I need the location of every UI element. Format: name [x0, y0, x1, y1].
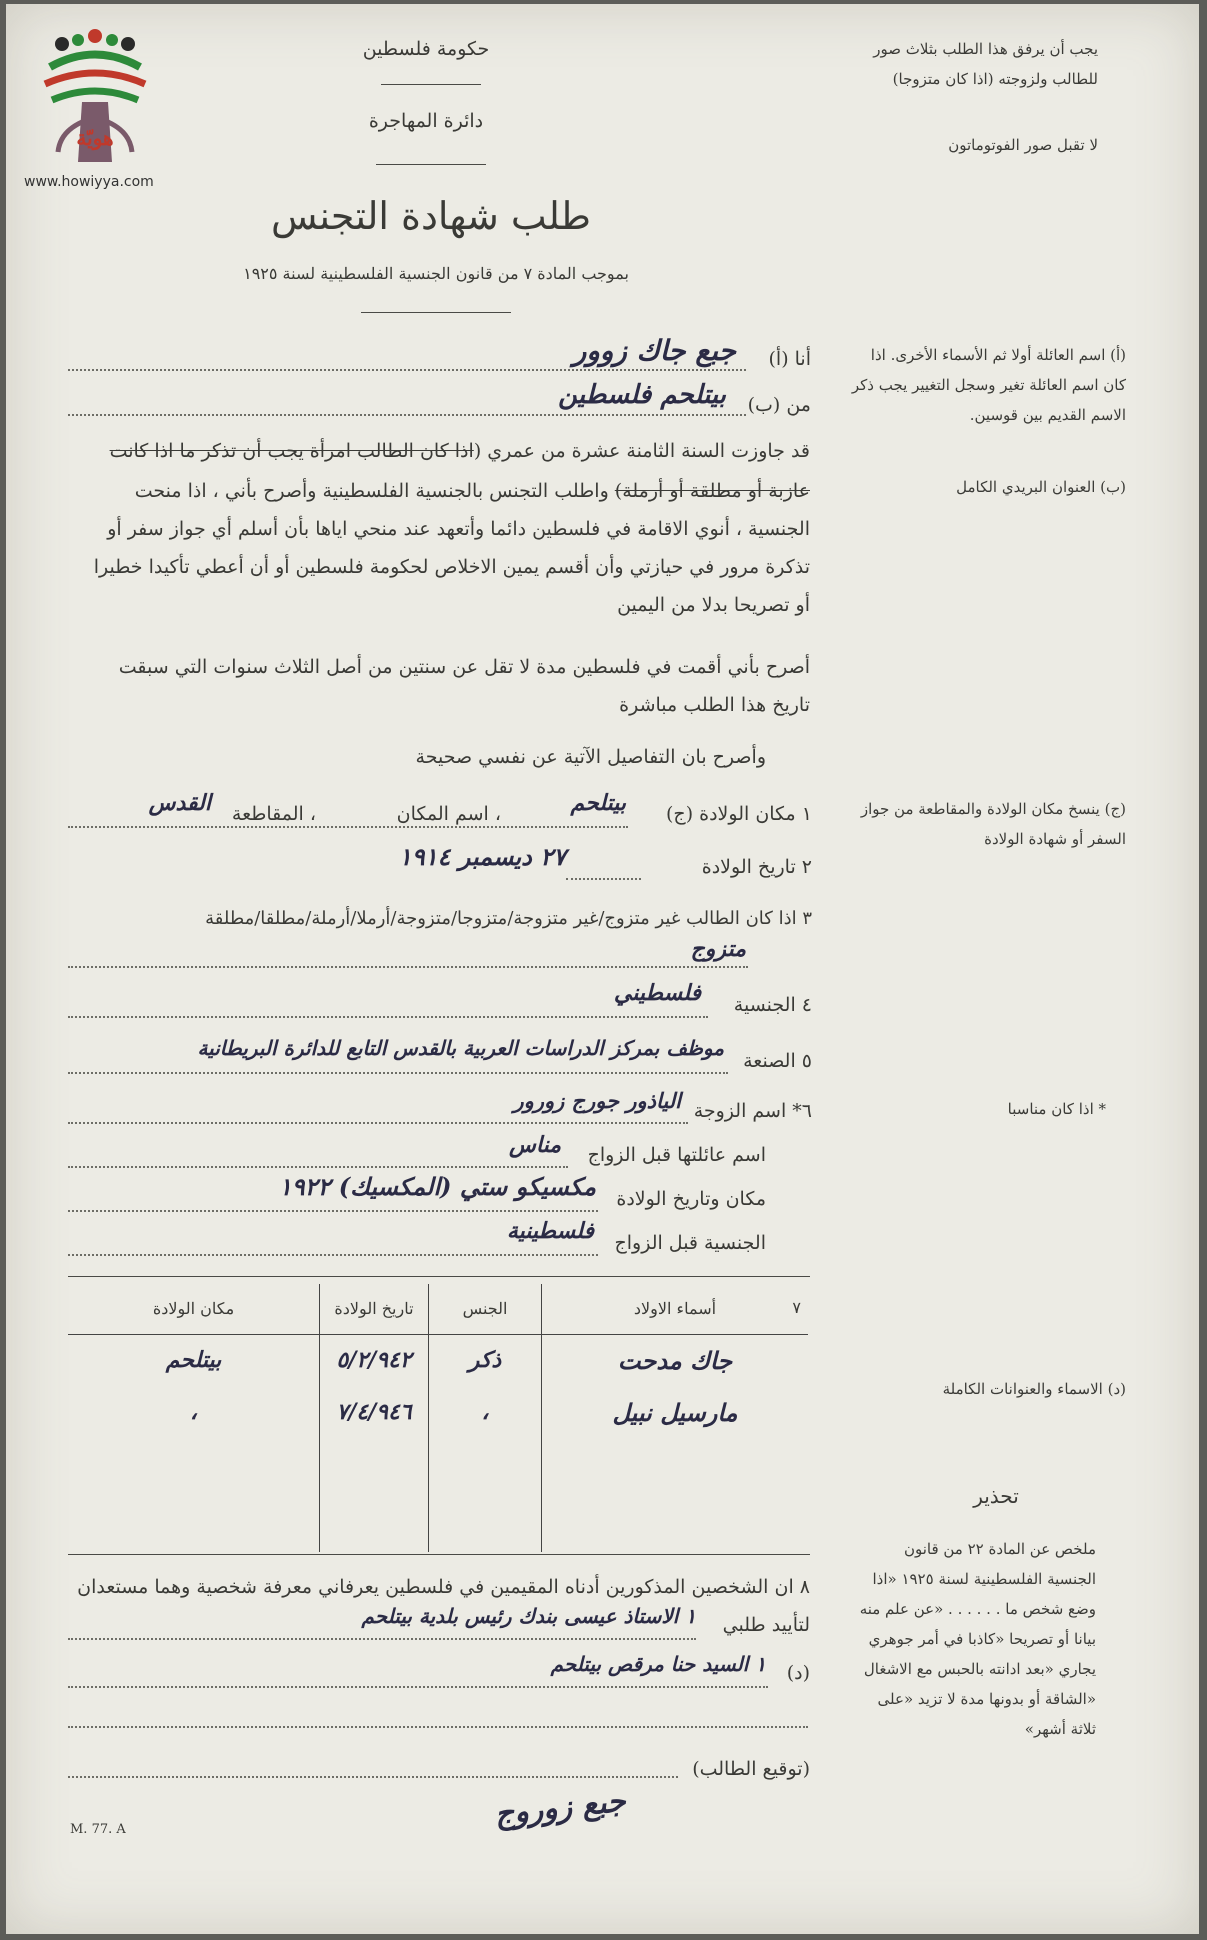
nationality-label: ٤ الجنسية [733, 994, 812, 1016]
trade-value: موظف بمركز الدراسات العربية بالقدس التابع للدائرة البريطانية [197, 1036, 724, 1060]
children-table [68, 1284, 808, 1552]
logo-caption: هويّة [76, 126, 114, 150]
maiden-name-label: اسم عائلتها قبل الزواج [587, 1144, 766, 1166]
title-rule [361, 312, 511, 313]
i-am-label: أنا (أ) [768, 348, 811, 370]
photos-note: يجب أن يرفق هذا الطلب بثلاث صور للطالب ولزوجته (اذا كان متزوجا) [873, 40, 1098, 88]
note-d: (د) الاسماء والعنوانات الكاملة [942, 1380, 1126, 1398]
declaration-line-1 [58, 436, 810, 466]
declaration-line-4: تذكرة مرور في حيازتي وأن أقسم يمين الاخلاص لحكومة فلسطين أو أن أعطي تأكيدا خطيرا [93, 556, 810, 578]
declaration-text-1: قد جاوزت السنة الثامنة عشرة من عمري ( [473, 440, 810, 462]
wife-value: الياذور جورج زورور [513, 1088, 681, 1113]
table-row [68, 1386, 808, 1438]
birthplace-value: بيتلحم [570, 790, 626, 816]
wife-nationality-value: فلسطينية [506, 1218, 594, 1244]
declaration-struck-2: عازبة أو مطلقة أو أرملة) [614, 480, 810, 502]
table-top-rule [68, 1276, 810, 1277]
nationality-line [68, 1016, 708, 1018]
child-sex: ، [429, 1386, 542, 1438]
district-label: ، المقاطعة [231, 803, 316, 825]
residence-line-2: تاريخ هذا الطلب مباشرة [619, 694, 810, 716]
header-divider [381, 84, 481, 85]
child-birthplace: ، [68, 1386, 320, 1438]
from-label: من (ب) [747, 394, 811, 416]
note-c: (ج) ينسخ مكان الولادة والمقاطعة من جواز السفر أو شهادة الولادة [860, 800, 1126, 848]
applicant-signature: جبع زوروج [493, 1783, 628, 1833]
birthdate-value: ٢٧ ديسمبر ١٩١٤ [398, 842, 566, 871]
warning-text: ملخص عن المادة ٢٢ من قانون الجنسية الفلسطينية لسنة ١٩٢٥ «اذا وضع شخص ما . . . . . . «عن علم منه بيانا أو تصريحا «كاذبا في أمر جوهري يجاري «بعد ادانته بالحبس مع الاشغال «الشاقة أو بدونها مدة لا تزيد «على ثلاثة أشهر» [859, 1540, 1096, 1738]
district-value: القدس [148, 790, 211, 816]
trade-label: ٥ الصنعة [743, 1050, 812, 1072]
birthplace-label: ١ مكان الولادة (ج) [666, 803, 812, 825]
birthdate-line [566, 878, 641, 880]
note-a: (أ) اسم العائلة أولا ثم الأسماء الأخرى. اذا كان اسم العائلة تغير وسجل التغيير يجب ذكر الاسم القديم بين قوسين. [851, 346, 1126, 424]
maiden-name-line [68, 1166, 568, 1168]
child-birthdate: ٥/٢/٩٤٢ [320, 1334, 429, 1386]
from-line [68, 414, 746, 416]
maiden-name-value: مناس [509, 1132, 561, 1158]
declaration-text-2: واطلب التجنس بالجنسية الفلسطينية وأصرح بأني ، اذا منحت [134, 480, 615, 502]
no-photomaton-note: لا تقبل صور الفوتوماتون [948, 136, 1098, 154]
page-subtitle: بموجب المادة ٧ من قانون الجنسية الفلسطينية لسنة ١٩٢٥ [243, 264, 629, 283]
table-header-row [68, 1284, 808, 1334]
from-value: بيتلحم فلسطين [558, 380, 726, 410]
wife-nationality-line [68, 1254, 598, 1256]
referee-1-line [68, 1638, 696, 1640]
warning-title: تحذير [973, 1484, 1019, 1508]
referee-3-line [68, 1726, 808, 1728]
logo [20, 22, 170, 197]
department-name: دائرة المهاجرة [368, 110, 484, 132]
residence-line-1: أصرح بأني أقمت في فلسطين مدة لا تقل عن سنتين من أصل الثلاث سنوات التي سبقت [118, 656, 810, 678]
i-am-value: جبع جاك زوور [572, 334, 736, 367]
government-name: حكومة فلسطين [362, 38, 490, 60]
children-table-number: ٧ [792, 1298, 801, 1317]
place-name-label: ، اسم المكان [396, 803, 501, 825]
i-am-line [68, 369, 746, 371]
child-sex: ذكر [429, 1334, 542, 1386]
birthdate-label: ٢ تاريخ الولادة [701, 856, 812, 878]
nationality-value: فلسطيني [613, 980, 701, 1006]
document-sheet [6, 4, 1199, 1934]
child-name: مارسيل نبيل [542, 1386, 809, 1438]
col-sex: الجنس [429, 1284, 542, 1334]
status-label: ٣ اذا كان الطالب غير متزوج/غير متزوجة/متزوجا/متزوجة/أرملا/أرملة/مطلقا/مطلقة [205, 908, 812, 929]
child-birthplace: بيتلحم [68, 1334, 320, 1386]
wife-label: ٦* اسم الزوجة [693, 1100, 812, 1122]
status-line [68, 966, 748, 968]
referees-line-2: لتأييد طلبي [722, 1614, 810, 1636]
page-title: طلب شهادة التجنس [270, 194, 592, 238]
declaration-struck-1: اذا كان الطالب امرأة يجب أن تذكر ما اذا كانت [109, 440, 474, 462]
logo-url: www.howiyya.com [24, 174, 154, 190]
wife-line [68, 1122, 688, 1124]
wife-birth-line [68, 1210, 598, 1212]
table-row [68, 1334, 808, 1386]
referee-1: ١ الاستاذ عيسى بندك رئيس بلدية بيتلحم [361, 1604, 696, 1628]
birthplace-line [68, 826, 628, 828]
declaration-line-2 [58, 476, 810, 506]
referee-2: ١ السيد حنا مرقص بيتلحم [550, 1652, 766, 1676]
col-birthdate: تاريخ الولادة [320, 1284, 429, 1334]
col-children-names: أسماء الاولاد [542, 1284, 809, 1334]
note-star: * اذا كان مناسبا [1007, 1100, 1106, 1118]
form-code: M. 77. A [70, 1822, 126, 1837]
particulars-line: وأصرح بان التفاصيل الآتية عن نفسي صحيحة [415, 746, 766, 768]
col-birthplace: مكان الولادة [68, 1284, 320, 1334]
status-value: متزوج [690, 936, 746, 962]
wife-nationality-label: الجنسية قبل الزواج [614, 1232, 766, 1254]
table-bottom-rule [68, 1554, 810, 1555]
referee-2-line [68, 1686, 768, 1688]
signature-line [68, 1776, 678, 1778]
signature-label: (توقيع الطالب) [692, 1758, 810, 1780]
referees-line-1: ٨ ان الشخصين المذكورين أدناه المقيمين في فلسطين يعرفاني معرفة شخصية وهما مستعدان [77, 1576, 810, 1598]
declaration-line-3: الجنسية ، أنوي الاقامة في فلسطين دائما وأتعهد عند منحي اياها بأن أسلم أي جواز سفر أو [107, 518, 810, 540]
table-blank-row [68, 1438, 808, 1552]
declaration-line-5: أو تصريحا بدلا من اليمين [617, 594, 810, 616]
wife-birth-value: مكسيكو ستي (المكسيك) ١٩٢٢ [278, 1172, 596, 1201]
header-divider-2 [376, 164, 486, 165]
referee-d-label: (د) [786, 1662, 810, 1684]
trade-line [68, 1072, 728, 1074]
note-b: (ب) العنوان البريدي الكامل [956, 478, 1126, 496]
wife-birth-label: مكان وتاريخ الولادة [616, 1188, 766, 1210]
child-birthdate: ٧/٤/٩٤٦ [320, 1386, 429, 1438]
child-name: جاك مدحت [542, 1334, 809, 1386]
